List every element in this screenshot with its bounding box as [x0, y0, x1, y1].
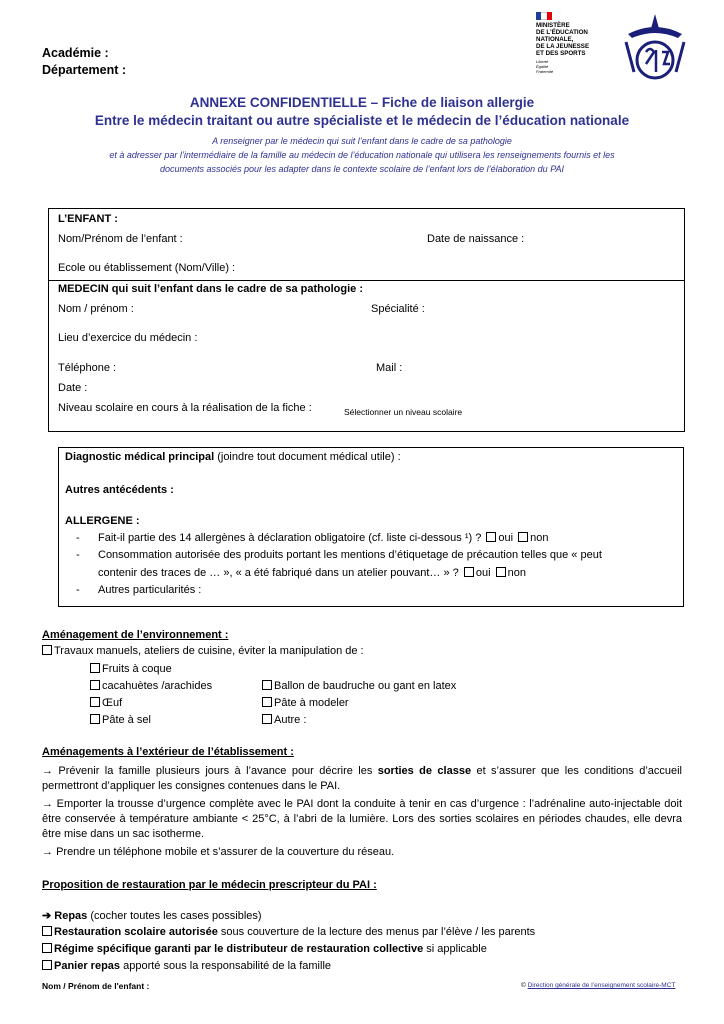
env-checkbox[interactable]: [262, 714, 272, 724]
flag-icon: [536, 12, 552, 20]
restauration-checkbox[interactable]: [42, 960, 52, 970]
doctor-name-field[interactable]: Nom / prénom :: [58, 303, 134, 315]
footer-child-name: Nom / Prénom de l'enfant :: [42, 981, 150, 991]
restauration-bold: Régime spécifique garanti par le distributeur de restauration collective: [54, 943, 424, 955]
restauration-option: [42, 943, 487, 955]
footer-source: [521, 982, 675, 989]
motto-line: Fraternité: [536, 69, 554, 74]
env-option: [260, 680, 456, 692]
allergen-item-3-text[interactable]: Autres particularités :: [98, 584, 202, 596]
manual-work-option: [42, 645, 364, 657]
env-option: [260, 697, 349, 709]
restauration-rest: sous couverture de la lecture des menus par l’élève / les parents: [217, 926, 536, 938]
allergen-heading: ALLERGENE :: [65, 515, 140, 527]
exterior-p1-post: et s’assurer que les conditions d’accueil permettront d’appliquer les consignes contenues dans le PAI.: [42, 765, 682, 792]
env-label: Ballon de baudruche ou gant en latex: [274, 680, 457, 692]
date-field[interactable]: Date :: [58, 382, 88, 394]
school-level-select[interactable]: Sélectionner un niveau scolaire: [344, 407, 463, 417]
practice-location-field[interactable]: Lieu d’exercice du médecin :: [58, 332, 198, 344]
motto-line: Égalité: [536, 64, 549, 69]
instruction-line: A renseigner par le médecin qui suit l’enfant dans le cadre de sa pathologie: [212, 136, 512, 146]
exterior-p1-bold: sorties de classe: [377, 765, 472, 777]
footer-source-link[interactable]: Direction générale de l’enseignement scolaire-MCT: [527, 982, 676, 989]
doctor-heading: MEDECIN qui suit l’enfant dans le cadre de sa pathologie :: [58, 283, 363, 295]
environment-heading: Aménagement de l’environnement :: [42, 629, 229, 641]
allergen-item-2: - Consommation autorisée des produits portant les mentions d’étiquetage de précaution telles que « peut: [76, 549, 602, 561]
env-label: Pâte à sel: [102, 714, 151, 726]
non-label: non: [530, 532, 549, 544]
ministry-line: DE L'ÉDUCATION: [536, 29, 588, 36]
restauration-option: [42, 960, 331, 972]
repas-line: [42, 909, 262, 922]
diagnostic-field[interactable]: [65, 451, 401, 463]
school-level-label: Niveau scolaire en cours à la réalisation de la fiche :: [58, 402, 312, 414]
exterior-paragraph-1: [42, 764, 682, 794]
restauration-heading: Proposition de restauration par le médecin prescripteur du PAI :: [42, 879, 377, 891]
restauration-rest: apporté sous la responsabilité de la famille: [120, 960, 332, 972]
exterior-p1-pre: Prévenir la famille plusieurs jours à l’avance pour décrire les: [58, 765, 378, 777]
birth-date-field[interactable]: Date de naissance :: [427, 233, 525, 245]
exterior-p3-text: Prendre un téléphone mobile et s’assurer de la couverture du réseau.: [56, 846, 395, 858]
env-option: [260, 714, 306, 726]
box-divider: [49, 280, 684, 281]
child-name-field[interactable]: Nom/Prénom de l’enfant :: [58, 233, 183, 245]
restauration-rest: si applicable: [423, 943, 487, 955]
oui-label: oui: [498, 532, 514, 544]
ministry-logo: [536, 12, 589, 74]
diagnostic-rest: (joindre tout document médical utile) :: [214, 451, 401, 463]
ministry-line: ET DES SPORTS: [536, 50, 586, 57]
env-checkbox[interactable]: [90, 680, 100, 690]
allergen-item-1: - Fait-il partie des 14 allergènes à déclaration obligatoire (cf. liste ci-dessous ¹) ? oui non: [76, 532, 549, 544]
env-label: Pâte à modeler: [274, 697, 349, 709]
school-field[interactable]: Ecole ou établissement (Nom/Ville) :: [58, 262, 236, 274]
env-checkbox[interactable]: [90, 663, 100, 673]
restauration-bold: Restauration scolaire autorisée: [54, 926, 218, 938]
motto-line: Liberté: [536, 59, 549, 64]
env-option: [88, 680, 212, 692]
env-label: Autre :: [274, 714, 307, 726]
manual-work-checkbox[interactable]: [42, 645, 52, 655]
env-option: [88, 697, 122, 709]
allergen-item-2-cont: [98, 567, 526, 579]
env-checkbox[interactable]: [90, 697, 100, 707]
specialty-field[interactable]: Spécialité :: [371, 303, 425, 315]
env-checkbox[interactable]: [90, 714, 100, 724]
env-label: Œuf: [102, 697, 123, 709]
oui-label: oui: [475, 567, 491, 579]
diagnostic-box: [58, 447, 684, 607]
env-checkbox[interactable]: [262, 697, 272, 707]
repas-bold: Repas: [54, 910, 88, 922]
env-option: [88, 714, 151, 726]
ministry-line: DE LA JEUNESSE: [536, 43, 590, 50]
ministry-line: MINISTÈRE: [536, 22, 570, 29]
non-checkbox[interactable]: [518, 532, 528, 542]
oui-checkbox[interactable]: [464, 567, 474, 577]
instruction-line: documents associés pour les adapter dans le contexte scolaire de l’enfant lors de l’élaboration du PAI: [159, 164, 565, 174]
exterior-heading: Aménagements à l’extérieur de l’établissement :: [42, 746, 294, 758]
arrow-icon: →: [42, 846, 57, 858]
restauration-checkbox[interactable]: [42, 943, 52, 953]
restauration-option: [42, 926, 535, 938]
allergen-item-1-text: Fait-il partie des 14 allergènes à déclaration obligatoire (cf. liste ci-dessous ¹) ?: [98, 532, 482, 544]
ministry-line: NATIONALE,: [536, 36, 574, 43]
doc-subtitle: Entre le médecin traitant ou autre spécialiste et le médecin de l’éducation nationale: [94, 113, 630, 128]
allergen-item-2-text: Consommation autorisée des produits portant les mentions d’étiquetage de précaution telles que « peut: [98, 549, 602, 561]
academie-label: Académie :: [42, 46, 109, 60]
restauration-checkbox[interactable]: [42, 926, 52, 936]
repas-rest: (cocher toutes les cases possibles): [87, 910, 262, 922]
non-checkbox[interactable]: [496, 567, 506, 577]
env-checkbox[interactable]: [262, 680, 272, 690]
env-option: [88, 663, 172, 675]
child-heading: L’ENFANT :: [58, 213, 118, 225]
sfa-logo: [620, 12, 690, 84]
arrow-icon: →: [42, 798, 57, 810]
allergen-item-2-text-b: contenir des traces de … », « a été fabriqué dans un atelier pouvant… » ?: [98, 567, 459, 579]
allergen-item-3: - Autres particularités :: [76, 584, 202, 596]
copyright-icon: ©: [521, 982, 526, 989]
bold-arrow-icon: ➔: [42, 910, 55, 922]
exterior-paragraph-2: [42, 797, 682, 842]
doc-title: ANNEXE CONFIDENTIELLE – Fiche de liaison allergie: [189, 95, 535, 110]
mail-field[interactable]: Mail :: [376, 362, 403, 374]
manual-work-label: Travaux manuels, ateliers de cuisine, éviter la manipulation de :: [54, 645, 364, 657]
env-label: cacahuètes /arachides: [102, 680, 213, 692]
restauration-bold: Panier repas: [54, 960, 121, 972]
non-label: non: [507, 567, 526, 579]
oui-checkbox[interactable]: [486, 532, 496, 542]
exterior-p2-text: Emporter la trousse d’urgence complète avec le PAI dont la conduite à tenir en cas d’urgence : l’adrénaline auto-injectable doit être conservée à température ambiante < 25°C, à l’abri de la lumière. Lors des sorties scolaires en périodes chaudes, elle devra être mise dans un sac isotherme.: [42, 798, 682, 840]
diagnostic-bold: Diagnostic médical principal: [65, 451, 215, 463]
exterior-paragraph-3: [42, 845, 682, 860]
env-label: Fruits à coque: [102, 663, 172, 675]
instruction-line: et à adresser par l’intermédiaire de la famille au médecin de l’éducation nationale qui utilisera les renseignements fournis et les: [109, 150, 615, 160]
phone-field[interactable]: Téléphone :: [58, 362, 117, 374]
departement-label: Département :: [42, 63, 127, 77]
antecedents-field[interactable]: Autres antécédents :: [65, 484, 174, 496]
arrow-icon: →: [42, 765, 59, 777]
